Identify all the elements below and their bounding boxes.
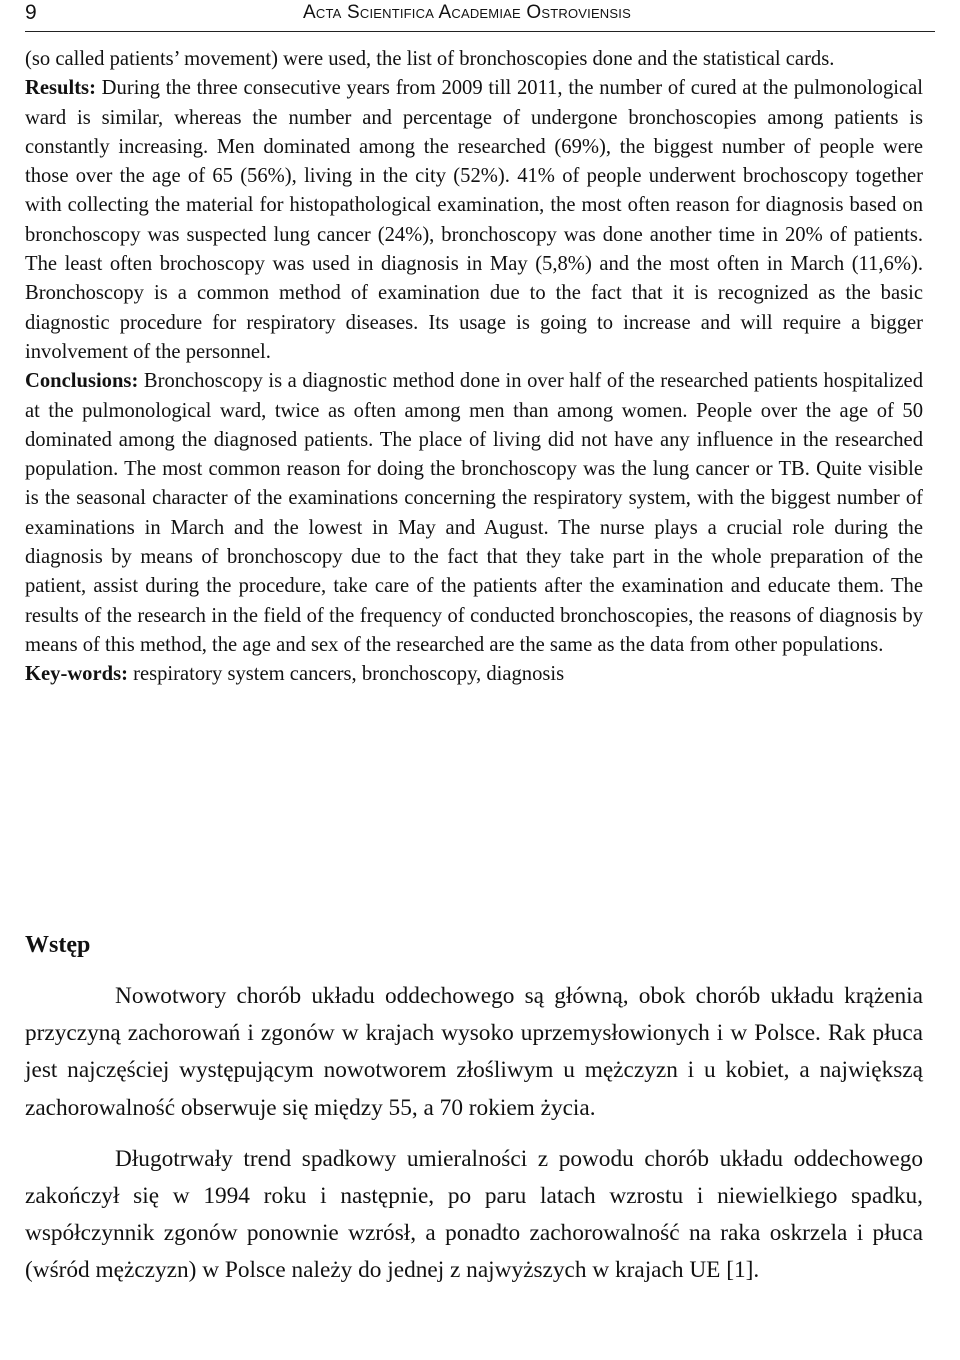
keywords-paragraph <box>25 660 923 689</box>
results-text: During the three consecutive years from 2009 till 2011, the number of cured at the pulmonological ward is similar, whereas the number and percentage of undergone bronchoscopies among patients is constantly increasing. Men dominated among the researched (69%), the biggest number of people were those over the age of 65 (56%), living in the city (52%). 41% of people underwent brochoscopy together with collecting the material for histopathological examination, the most often reason for diagnosis based on bronchoscopy was suspected lung cancer (24%), bronchoscopy was done another time in 20% of patients. The least often brochoscopy was used in diagnosis in May (5,8%) and the most often in March (11,6%). Bronchoscopy is a common method of examination due to the fact that it is recognized as the basic diagnostic procedure for respiratory diseases. Its usage is going to increase and will require a bigger involvement of the personnel. <box>25 77 923 363</box>
keywords-label: Key-words: <box>25 663 128 686</box>
abstract-body <box>25 45 923 690</box>
section-paragraph: Nowotwory chorób układu oddechowego są główną, obok chorób układu krążenia przyczyną zachorowań i zgonów w krajach wysoko uprzemysłowionych i w Polsce. Rak płuca jest najczęściej występującym nowotworem złośliwym u mężczyzn i u kobiet, a największą zachorowalność obserwuje się między 55, a 70 rokiem życia. <box>25 983 923 1121</box>
section-paragraph: Długotrwały trend spadkowy umieralności z powodu chorób układu oddechowego zakończył się w 1994 roku i następnie, po paru latach wzrostu i niewielkiego spadku, współczynnik zgonów ponownie wzrósł, a ponadto zachorowalność na raka oskrzela i płuca (wśród mężczyzn) w Polsce należy do jednej z najwyższych w krajach UE [1]. <box>25 1145 923 1284</box>
conclusions-label: Conclusions: <box>25 370 139 393</box>
results-label: Results: <box>25 77 96 100</box>
results-paragraph <box>25 74 923 367</box>
section-body <box>25 978 923 1290</box>
page-number: 9 <box>25 1 37 24</box>
keywords-text: respiratory system cancers, bronchoscopy, diagnosis <box>127 663 565 686</box>
journal-title: Acta Scientifica Academiae Ostroviensis <box>303 2 631 23</box>
conclusions-text: Bronchoscopy is a diagnostic method done in over half of the researched patients hospitalized at the pulmonological ward, twice as often among men than among women. People over the age of 50 dominated among the diagnosed patients. The place of living did not have any influence in the researched population. The most common reason for doing the bronchoscopy was the lung cancer or TB. Quite visible is the seasonal character of the examinations concerning the respiratory system, with the biggest number of examinations in March and the lowest in May and August. The nurse plays a crucial role during the diagnosis by means of bronchoscopy due to the fact that they take part in the whole preparation of the patient, assist during the procedure, take care of the patients after the examination and educate them. The results of the research in the field of the frequency of conducted bronchoscopies, the reasons of diagnosis by means of this method, the age and sex of the researched are the same as the data from other populations. <box>25 370 923 656</box>
running-header <box>25 0 935 32</box>
conclusions-paragraph <box>25 367 923 660</box>
section-title: Wstęp <box>25 932 91 958</box>
abstract-intro: (so called patients’ movement) were used, the list of bronchoscopies done and the statistical cards. <box>25 48 835 70</box>
